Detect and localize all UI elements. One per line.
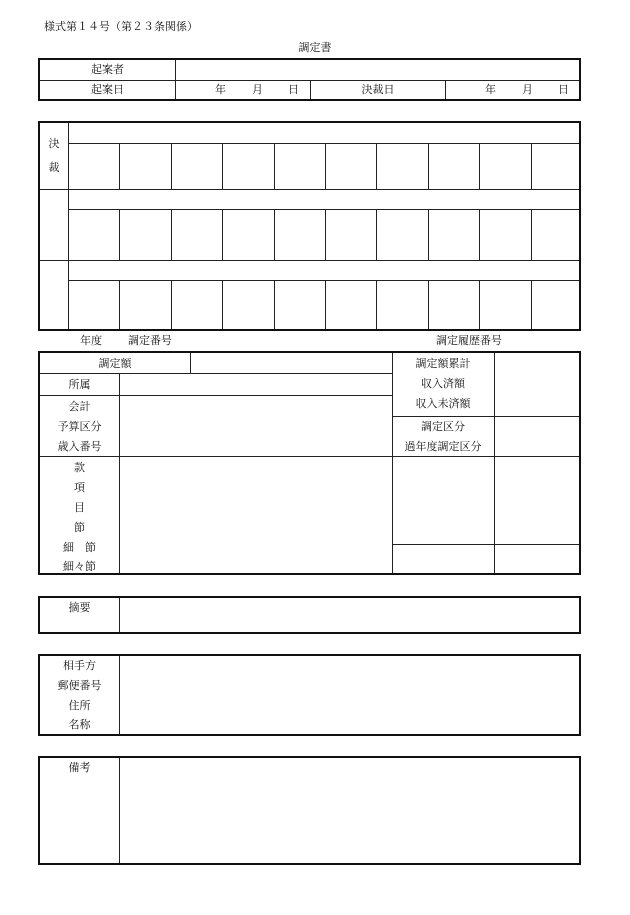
amount-field[interactable] — [192, 354, 390, 372]
partner-field[interactable] — [121, 657, 578, 733]
department-label: 所属 — [68, 378, 91, 391]
budget-category-label: 予算区分 — [57, 420, 102, 433]
draft-year-unit: 年 — [215, 83, 226, 96]
category-field[interactable] — [496, 417, 578, 455]
amount-label: 調定額 — [98, 357, 132, 370]
setsu-label: 節 — [74, 521, 85, 534]
remarks-label: 備考 — [68, 761, 91, 774]
account-subject-field[interactable] — [121, 457, 391, 572]
account-label: 会計 — [68, 400, 91, 413]
partner-box — [38, 654, 581, 736]
draft-date-label: 起案日 — [91, 83, 124, 96]
decision-date-label: 決裁日 — [361, 83, 395, 96]
saisaisetsu-label: 細々節 — [63, 560, 96, 573]
amounts-field[interactable] — [496, 354, 578, 415]
past-year-category-label: 過年度調定区分 — [404, 440, 482, 453]
address-label: 住所 — [68, 699, 91, 712]
decision-year-unit: 年 — [485, 83, 496, 96]
summary-box — [38, 596, 581, 634]
remarks-box — [38, 756, 581, 865]
originator-field[interactable] — [177, 61, 577, 79]
summary-label: 摘要 — [68, 601, 91, 614]
decision-date-field[interactable] — [447, 81, 578, 98]
approval-grid — [38, 121, 581, 331]
history-number-label: 調定履歴番号 — [436, 334, 502, 347]
decision-month-unit: 月 — [522, 83, 533, 96]
kou-label: 項 — [74, 481, 85, 494]
category-label: 調定区分 — [421, 420, 465, 433]
department-field[interactable] — [121, 374, 391, 394]
kan-label: 款 — [74, 461, 85, 474]
received-label: 収入済額 — [421, 377, 465, 390]
draft-month-unit: 月 — [252, 83, 263, 96]
party-label: 相手方 — [63, 659, 96, 672]
cumulative-label: 調定額累計 — [415, 357, 471, 370]
approval-label-2: 裁 — [48, 161, 60, 174]
account-budget-field[interactable] — [121, 396, 391, 455]
summary-field[interactable] — [121, 599, 578, 631]
form-number: 様式第１４号（第２３条関係） — [44, 20, 198, 33]
main-table — [38, 351, 581, 575]
header-table — [38, 58, 581, 101]
fiscal-year-label: 年度 — [80, 334, 102, 347]
draft-date-field[interactable] — [177, 81, 309, 98]
remarks-field[interactable] — [121, 759, 578, 862]
originator-label: 起案者 — [91, 63, 124, 76]
revenue-number-label: 歳入番号 — [57, 440, 102, 453]
unreceived-label: 収入未済額 — [415, 397, 471, 410]
page-title: 調定書 — [298, 41, 332, 54]
name-label: 名称 — [68, 718, 91, 731]
moku-label: 目 — [74, 501, 85, 514]
approval-label-1: 決 — [48, 137, 60, 150]
postal-label: 郵便番号 — [57, 679, 102, 692]
saisetsu-label: 細 節 — [63, 541, 96, 554]
decision-day-unit: 日 — [558, 83, 569, 96]
adjustment-number-label: 調定番号 — [128, 334, 172, 347]
draft-day-unit: 日 — [288, 83, 299, 96]
